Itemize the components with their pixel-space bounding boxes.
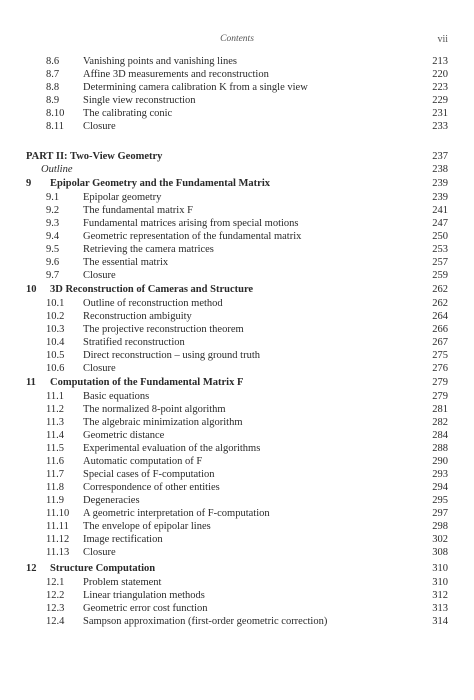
toc-entry-11-9 — [0, 494, 474, 507]
page-number: 266 — [432, 324, 448, 335]
section-number: 8.7 — [46, 69, 60, 80]
page-number: 279 — [432, 391, 448, 402]
section-title: Reconstruction ambiguity — [83, 311, 192, 322]
page-number: 262 — [432, 298, 448, 309]
section-title: Epipolar geometry — [83, 192, 162, 203]
section-number: 8.6 — [46, 56, 60, 67]
section-title: Single view reconstruction — [83, 95, 196, 106]
section-number: 9.7 — [46, 270, 60, 281]
section-number: 10.3 — [46, 324, 65, 335]
section-number: 11.13 — [46, 547, 70, 558]
page-number: 239 — [432, 192, 448, 203]
page-number: 229 — [432, 95, 448, 106]
section-number: 11.2 — [46, 404, 64, 415]
toc-outline — [0, 163, 474, 176]
section-number: 10.6 — [46, 363, 65, 374]
toc-entry-12-4 — [0, 615, 474, 628]
page-number: 281 — [432, 404, 448, 415]
toc-chapter-12 — [0, 562, 474, 575]
section-title: Correspondence of other entities — [83, 482, 220, 493]
toc-entry-11-2 — [0, 403, 474, 416]
section-title: Outline of reconstruction method — [83, 298, 223, 309]
page-number: 237 — [432, 151, 448, 162]
section-title: Geometric representation of the fundamental matrix — [83, 231, 302, 242]
chapter-number: 9 — [26, 178, 32, 189]
page-number: 267 — [432, 337, 448, 348]
page-number: 264 — [432, 311, 448, 322]
toc-entry-11-10 — [0, 507, 474, 520]
toc-chapter-11 — [0, 376, 474, 389]
section-title: Direct reconstruction – using ground truth — [83, 350, 261, 361]
page-number: 302 — [432, 534, 448, 545]
section-title: The calibrating conic — [83, 108, 173, 119]
page-number: 294 — [432, 482, 448, 493]
toc-entry-8-6 — [0, 55, 474, 68]
section-number: 11.6 — [46, 456, 64, 467]
page-number: 298 — [432, 521, 448, 532]
toc-entry-10-2 — [0, 310, 474, 323]
page-number: 310 — [432, 577, 448, 588]
section-title: Sampson approximation (first-order geometric correction) — [83, 616, 328, 627]
toc-entry-10-5 — [0, 349, 474, 362]
toc-entry-10-1 — [0, 297, 474, 310]
page-number: 297 — [432, 508, 448, 519]
section-title: Automatic computation of F — [83, 456, 203, 467]
page-number: 279 — [432, 377, 448, 388]
chapter-title: Computation of the Fundamental Matrix F — [50, 377, 244, 388]
chapter-title: 3D Reconstruction of Cameras and Structure — [50, 284, 254, 295]
section-number: 8.9 — [46, 95, 60, 106]
section-number: 8.11 — [46, 121, 64, 132]
page-number: 308 — [432, 547, 448, 558]
page-number: 250 — [432, 231, 448, 242]
section-number: 11.8 — [46, 482, 64, 493]
page-number: 233 — [432, 121, 448, 132]
section-title: Determining camera calibration K from a single view — [83, 82, 308, 93]
toc-entry-10-3 — [0, 323, 474, 336]
section-number: 10.5 — [46, 350, 65, 361]
section-number: 11.11 — [46, 521, 69, 532]
toc-entry-9-7 — [0, 269, 474, 282]
section-number: 10.2 — [46, 311, 65, 322]
section-title: Special cases of F-computation — [83, 469, 215, 480]
toc-entry-8-11 — [0, 120, 474, 133]
toc-entry-9-6 — [0, 256, 474, 269]
page-number: 259 — [432, 270, 448, 281]
page-number: 241 — [432, 205, 448, 216]
section-title: Affine 3D measurements and reconstruction — [83, 69, 269, 80]
running-header-page-number: vii — [437, 34, 448, 45]
section-title: Basic equations — [83, 391, 150, 402]
page-number: 213 — [432, 56, 448, 67]
toc-entry-12-3 — [0, 602, 474, 615]
toc-entry-11-8 — [0, 481, 474, 494]
toc-entry-11-12 — [0, 533, 474, 546]
section-number: 12.4 — [46, 616, 65, 627]
section-number: 8.8 — [46, 82, 60, 93]
section-title: Geometric error cost function — [83, 603, 208, 614]
section-number: 9.4 — [46, 231, 60, 242]
toc-part-2 — [0, 150, 474, 163]
page-number: 257 — [432, 257, 448, 268]
section-title: Fundamental matrices arising from special motions — [83, 218, 299, 229]
section-number: 12.1 — [46, 577, 65, 588]
section-title: Geometric distance — [83, 430, 165, 441]
page-number: 282 — [432, 417, 448, 428]
page-number: 239 — [432, 178, 448, 189]
toc-entry-12-1 — [0, 576, 474, 589]
section-title: Degeneracies — [83, 495, 140, 506]
section-number: 9.3 — [46, 218, 60, 229]
section-title: Linear triangulation methods — [83, 590, 205, 601]
section-number: 12.2 — [46, 590, 65, 601]
section-number: 9.1 — [46, 192, 60, 203]
section-title: Stratified reconstruction — [83, 337, 185, 348]
toc-entry-8-7 — [0, 68, 474, 81]
toc-entry-9-1 — [0, 191, 474, 204]
chapter-number: 10 — [26, 284, 37, 295]
section-number: 11.9 — [46, 495, 64, 506]
section-title: Problem statement — [83, 577, 162, 588]
page-number: 290 — [432, 456, 448, 467]
page-number: 313 — [432, 603, 448, 614]
part-title: PART II: Two-View Geometry — [26, 151, 163, 162]
section-title: The fundamental matrix F — [83, 205, 193, 216]
section-number: 9.5 — [46, 244, 60, 255]
section-number: 10.1 — [46, 298, 65, 309]
page-number: 293 — [432, 469, 448, 480]
section-number: 9.2 — [46, 205, 60, 216]
section-title: The envelope of epipolar lines — [83, 521, 211, 532]
section-title: Closure — [83, 121, 116, 132]
section-title: Closure — [83, 363, 116, 374]
page-number: 284 — [432, 430, 448, 441]
page-number: 276 — [432, 363, 448, 374]
section-title: The normalized 8-point algorithm — [83, 404, 226, 415]
page-number: 253 — [432, 244, 448, 255]
toc-entry-9-4 — [0, 230, 474, 243]
section-title: Experimental evaluation of the algorithms — [83, 443, 261, 454]
toc-entry-11-11 — [0, 520, 474, 533]
section-number: 11.10 — [46, 508, 70, 519]
toc-entry-10-4 — [0, 336, 474, 349]
section-number: 11.4 — [46, 430, 64, 441]
running-header-title: Contents — [220, 34, 254, 44]
chapter-number: 11 — [26, 377, 36, 388]
section-number: 11.3 — [46, 417, 64, 428]
section-number: 12.3 — [46, 603, 65, 614]
toc-entry-9-5 — [0, 243, 474, 256]
section-number: 11.5 — [46, 443, 64, 454]
section-title: The algebraic minimization algorithm — [83, 417, 243, 428]
section-title: The projective reconstruction theorem — [83, 324, 244, 335]
outline-title: Outline — [41, 164, 73, 175]
toc-entry-11-4 — [0, 429, 474, 442]
toc-entry-11-5 — [0, 442, 474, 455]
toc-entry-12-2 — [0, 589, 474, 602]
section-number: 8.10 — [46, 108, 65, 119]
toc-entry-8-8 — [0, 81, 474, 94]
section-number: 11.12 — [46, 534, 70, 545]
page-number: 238 — [432, 164, 448, 175]
page-number: 275 — [432, 350, 448, 361]
toc-entry-8-9 — [0, 94, 474, 107]
chapter-number: 12 — [26, 563, 37, 574]
page-number: 231 — [432, 108, 448, 119]
toc-entry-11-13 — [0, 546, 474, 559]
page-number: 247 — [432, 218, 448, 229]
page-number: 312 — [432, 590, 448, 601]
page-number: 314 — [432, 616, 448, 627]
page-number: 220 — [432, 69, 448, 80]
section-title: The essential matrix — [83, 257, 169, 268]
toc-chapter-10 — [0, 283, 474, 296]
toc-entry-11-7 — [0, 468, 474, 481]
section-number: 10.4 — [46, 337, 65, 348]
page-number: 288 — [432, 443, 448, 454]
section-title: Retrieving the camera matrices — [83, 244, 214, 255]
section-title: Closure — [83, 547, 116, 558]
page-number: 295 — [432, 495, 448, 506]
section-number: 11.7 — [46, 469, 64, 480]
section-title: Image rectification — [83, 534, 163, 545]
page-number: 223 — [432, 82, 448, 93]
section-title: Vanishing points and vanishing lines — [83, 56, 237, 67]
chapter-title: Structure Computation — [50, 563, 156, 574]
toc-entry-10-6 — [0, 362, 474, 375]
section-title: Closure — [83, 270, 116, 281]
toc-chapter-9 — [0, 177, 474, 190]
section-title: A geometric interpretation of F-computation — [83, 508, 270, 519]
chapter-title: Epipolar Geometry and the Fundamental Matrix — [50, 178, 271, 189]
toc-entry-11-3 — [0, 416, 474, 429]
toc-entry-9-2 — [0, 204, 474, 217]
toc-entry-9-3 — [0, 217, 474, 230]
toc-entry-11-1 — [0, 390, 474, 403]
section-number: 11.1 — [46, 391, 64, 402]
section-number: 9.6 — [46, 257, 60, 268]
page-number: 310 — [432, 563, 448, 574]
toc-entry-11-6 — [0, 455, 474, 468]
toc-entry-8-10 — [0, 107, 474, 120]
page-number: 262 — [432, 284, 448, 295]
